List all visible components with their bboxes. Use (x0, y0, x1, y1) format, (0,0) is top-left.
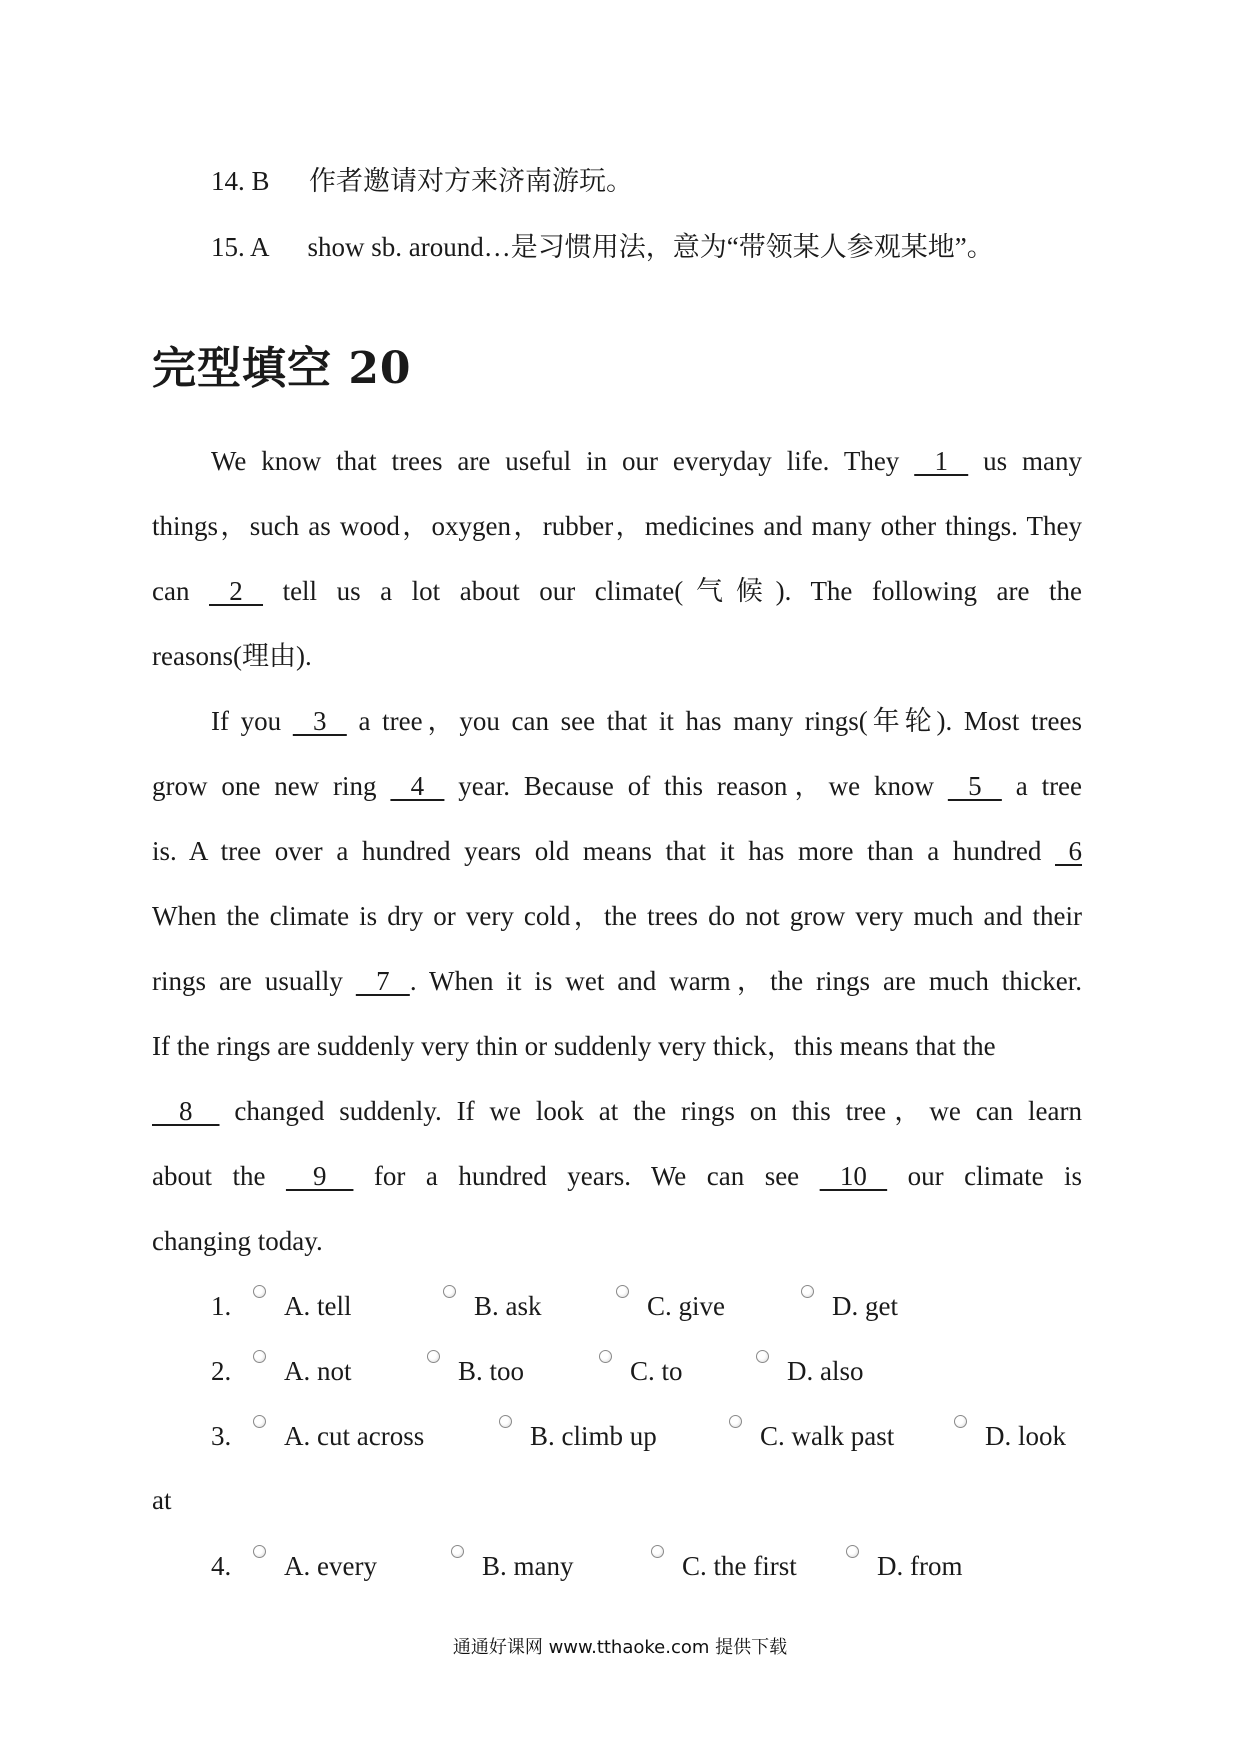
radio-button-icon[interactable] (253, 1350, 266, 1363)
option-c[interactable] (651, 1553, 797, 1580)
passage-text: can (152, 576, 190, 606)
option-label: B. climb up (530, 1421, 657, 1451)
option-label: C. to (630, 1356, 683, 1386)
passage-line-9 (152, 968, 1082, 995)
blank-10: 10 (819, 1161, 888, 1191)
passage-text: grow one new ring (152, 771, 377, 801)
answer-explanation: 作者邀请对方来济南游玩。 (309, 166, 634, 196)
radio-button-icon[interactable] (253, 1415, 266, 1428)
radio-button-icon[interactable] (599, 1350, 612, 1363)
option-c[interactable] (729, 1423, 894, 1450)
radio-button-icon[interactable] (451, 1545, 464, 1558)
radio-button-icon[interactable] (756, 1350, 769, 1363)
question-number: 4. (211, 1551, 232, 1581)
passage-line-6 (152, 773, 1082, 800)
radio-button-icon[interactable] (253, 1545, 266, 1558)
radio-button-icon[interactable] (427, 1350, 440, 1363)
blank-3: 3 (292, 706, 347, 736)
option-c[interactable] (616, 1293, 725, 1320)
page-footer: 通通好课网 www.tthaoke.com 提供下载 (452, 1637, 788, 1658)
option-b[interactable] (499, 1423, 657, 1450)
option-label: D. get (832, 1291, 898, 1321)
radio-button-icon[interactable] (651, 1545, 664, 1558)
passage-line-10: If the rings are suddenly very thin or suddenly very thick，this means that the (152, 1031, 996, 1061)
option-d[interactable] (801, 1293, 898, 1320)
blank-9: 9 (285, 1161, 354, 1191)
passage-text: for a hundred years. We can see (373, 1161, 800, 1191)
option-label: A. not (284, 1356, 352, 1386)
passage-line-1 (152, 448, 1082, 475)
passage-text: We know that trees are useful in our everyday life. They (211, 446, 900, 476)
radio-button-icon[interactable] (499, 1415, 512, 1428)
question-2 (211, 1358, 1091, 1388)
radio-button-icon[interactable] (954, 1415, 967, 1428)
passage-text: us many (983, 446, 1083, 476)
passage-line-13: changing today. (152, 1226, 323, 1256)
question-4 (211, 1553, 1091, 1583)
passage-text: is. A tree over a hundred years old means that it has more than a hundred (152, 836, 1042, 866)
option-c[interactable] (599, 1358, 683, 1385)
radio-button-icon[interactable] (253, 1285, 266, 1298)
blank-1: 1 (914, 446, 969, 476)
option-label: D. from (877, 1551, 963, 1581)
option-a[interactable] (253, 1423, 424, 1450)
passage-line-11 (152, 1098, 1082, 1125)
blank-4: 4 (390, 771, 445, 801)
option-label: B. too (458, 1356, 525, 1386)
passage-text: tell us a lot about our climate(气候). The following are the (282, 576, 1082, 606)
option-label: D. look (985, 1421, 1066, 1451)
passage-text: our climate is (907, 1161, 1083, 1191)
passage-line-12 (152, 1163, 1082, 1190)
option-d[interactable] (846, 1553, 962, 1580)
passage-text: If you (211, 706, 282, 736)
section-title: 完型填空 20 (152, 343, 412, 394)
answer-15 (211, 234, 994, 261)
radio-button-icon[interactable] (801, 1285, 814, 1298)
radio-button-icon[interactable] (846, 1545, 859, 1558)
option-d[interactable] (954, 1423, 1066, 1450)
option-d[interactable] (756, 1358, 864, 1385)
blank-2: 2 (209, 576, 264, 606)
option-b[interactable] (443, 1293, 542, 1320)
answer-label: 14. B (211, 166, 270, 196)
question-number: 2. (211, 1356, 232, 1386)
option-a[interactable] (253, 1358, 352, 1385)
passage-text: . When it is wet and warm，the rings are much thicker. (409, 966, 1083, 996)
option-label: C. the first (682, 1551, 797, 1581)
option-label: C. walk past (760, 1421, 895, 1451)
option-label: A. tell (284, 1291, 352, 1321)
option-b[interactable] (451, 1553, 574, 1580)
question-1 (211, 1293, 1091, 1323)
option-label: A. cut across (284, 1421, 425, 1451)
blank-6: 6 (1055, 836, 1082, 866)
passage-line-2: things，such as wood，oxygen，rubber，medicines and many other things. They (152, 511, 1082, 541)
option-a[interactable] (253, 1553, 377, 1580)
question-number: 3. (211, 1421, 232, 1451)
passage-line-8: When the climate is dry or very cold，the trees do not grow very much and their (152, 901, 1082, 931)
radio-button-icon[interactable] (443, 1285, 456, 1298)
passage-line-7 (152, 838, 1082, 865)
answer-14 (211, 168, 633, 195)
answer-explanation: show sb. around…是习惯用法，意为“带领某人参观某地”。 (307, 232, 994, 262)
passage-text: changed suddenly. If we look at the rings on this tree，we can learn (234, 1096, 1083, 1126)
passage-line-5 (152, 708, 1082, 735)
option-label: D. also (787, 1356, 864, 1386)
radio-button-icon[interactable] (616, 1285, 629, 1298)
blank-5: 5 (947, 771, 1002, 801)
option-label: C. give (647, 1291, 725, 1321)
passage-text: rings are usually (152, 966, 343, 996)
option-label: B. ask (474, 1291, 542, 1321)
blank-7: 7 (355, 966, 410, 996)
question-3 (211, 1423, 1091, 1453)
passage-line-3 (152, 578, 1082, 605)
question-number: 1. (211, 1291, 232, 1321)
option-wrap-text: at (152, 1485, 172, 1515)
passage-text: year. Because of this reason，we know (458, 771, 934, 801)
answer-label: 15. A (211, 232, 269, 262)
blank-8: 8 (152, 1096, 220, 1126)
passage-line-4: reasons(理由). (152, 641, 312, 671)
option-label: A. every (284, 1551, 377, 1581)
radio-button-icon[interactable] (729, 1415, 742, 1428)
passage-text: a tree (1015, 771, 1083, 801)
option-b[interactable] (427, 1358, 524, 1385)
passage-text: about the (152, 1161, 266, 1191)
option-label: B. many (482, 1551, 574, 1581)
passage-text: a tree，you can see that it has many rings(年轮). Most trees (358, 706, 1083, 736)
option-a[interactable] (253, 1293, 352, 1320)
